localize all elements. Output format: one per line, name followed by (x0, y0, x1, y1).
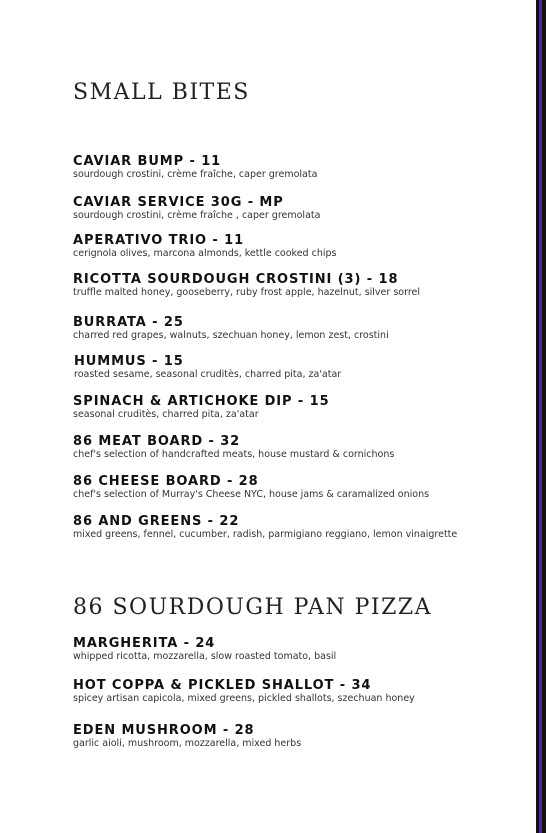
menu-item-title: APERATIVO TRIO - 11 (73, 233, 245, 248)
menu-item-desc: chef's selection of handcrafted meats, house mustard & cornichons (73, 449, 395, 460)
menu-item-title: HOT COPPA & PICKLED SHALLOT - 34 (73, 678, 372, 693)
menu-item (73, 514, 523, 541)
menu-item-desc: truffle malted honey, gooseberry, ruby frost apple, hazelnut, silver sorrel (73, 287, 421, 298)
menu-item (73, 315, 523, 342)
menu-item-title: SPINACH & ARTICHOKE DIP - 15 (73, 394, 330, 409)
menu-item (73, 154, 523, 181)
menu-item-title: CAVIAR BUMP - 11 (73, 154, 222, 169)
menu-item-desc: seasonal cruditès, charred pita, za'atar (73, 409, 259, 420)
menu-item (73, 723, 523, 750)
menu-item-title: HUMMUS - 15 (74, 354, 184, 369)
menu-item (73, 195, 523, 222)
menu-item-title: 86 MEAT BOARD - 32 (73, 434, 241, 449)
menu-item (73, 394, 523, 421)
menu-item-desc: mixed greens, fennel, cucumber, radish, parmigiano reggiano, lemon vinaigrette (73, 529, 458, 540)
menu-item-title: MARGHERITA - 24 (73, 636, 216, 651)
menu-item (73, 233, 523, 260)
page-edge-accent (539, 0, 542, 833)
menu-item-desc: chef's selection of Murray's Cheese NYC, house jams & caramalized onions (73, 489, 430, 500)
menu-item-desc: charred red grapes, walnuts, szechuan honey, lemon zest, crostini (73, 330, 389, 341)
menu-item (73, 272, 523, 299)
menu-item-title: 86 AND GREENS - 22 (73, 514, 240, 529)
menu-item-desc: roasted sesame, seasonal cruditès, charred pita, za'atar (74, 369, 342, 380)
menu-item (73, 434, 523, 461)
menu-item-desc: whipped ricotta, mozzarella, slow roasted tomato, basil (73, 651, 337, 662)
menu-item-title: CAVIAR SERVICE 30G - MP (73, 195, 284, 210)
menu-item (73, 678, 523, 705)
menu-item-title: 86 CHEESE BOARD - 28 (73, 474, 259, 489)
section-title-pan-pizza: 86 SOURDOUGH PAN PIZZA (73, 595, 433, 620)
menu-item (73, 636, 523, 663)
menu-item (74, 354, 524, 381)
menu-item-desc: cerignola olives, marcona almonds, kettle cooked chips (73, 248, 337, 259)
menu-item (73, 474, 523, 501)
section-title-small-bites: SMALL BITES (73, 80, 250, 105)
menu-item-title: BURRATA - 25 (73, 315, 184, 330)
menu-item-title: RICOTTA SOURDOUGH CROSTINI (3) - 18 (73, 272, 399, 287)
menu-item-desc: sourdough crostini, crème fraîche, caper gremolata (73, 169, 318, 180)
menu-item-desc: sourdough crostini, crème fraîche , caper gremolata (73, 210, 321, 221)
menu-item-desc: spicey artisan capicola, mixed greens, pickled shallots, szechuan honey (73, 693, 415, 704)
menu-item-title: EDEN MUSHROOM - 28 (73, 723, 255, 738)
menu-item-desc: garlic aioli, mushroom, mozzarella, mixed herbs (73, 738, 302, 749)
